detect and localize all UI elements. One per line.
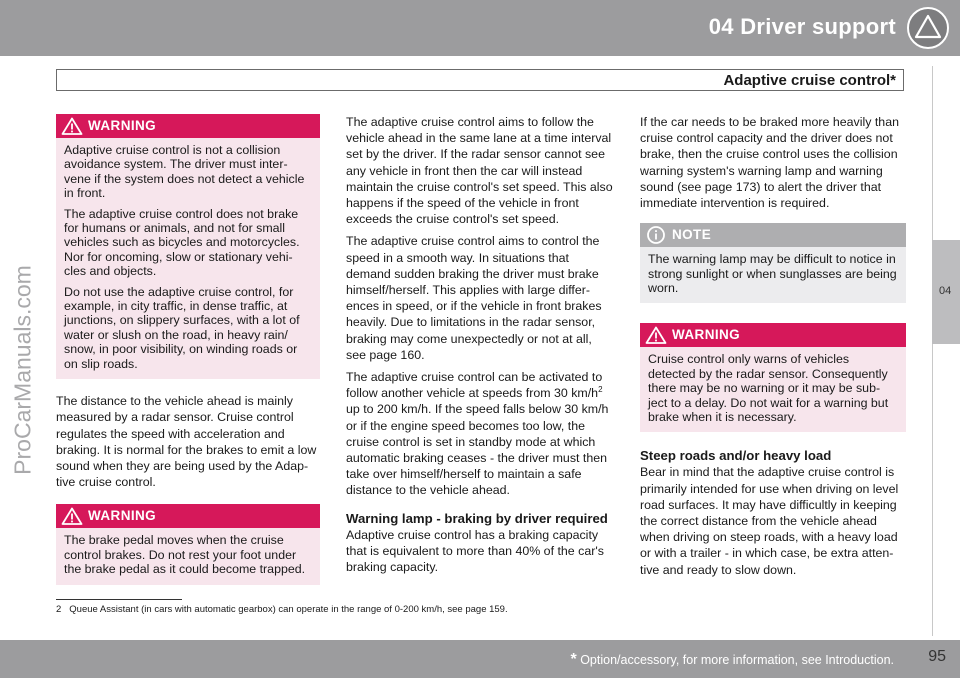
warning-box-body: [56, 528, 320, 584]
footnote-number: 2: [56, 604, 62, 615]
body-paragraph: The adaptive cruise control aims to control the speed in a smooth way. In situations that demand sudden braking the driver must brake himself/herself. This applies with large differ-ences in speed, or if the vehicle in front brakes heavily. Due to limitations in the radar sensor, braking may come unexpectedly or not at all, see page 160.: [346, 234, 602, 362]
warning-paragraph: Do not use the adaptive cruise control, for example, in city traffic, in dense traffic, at junctions, on slippery surfaces, with a lot of water or slush on the road, in heavy rain/ snow, in poor visibility, on winding roads or on slip roads.: [64, 284, 300, 371]
warning-box-body: [640, 347, 906, 432]
body-paragraph: Adaptive cruise control has a braking capacity that is equivalent to more than 40% of the car's braking capacity.: [346, 527, 604, 575]
note-box-header: [640, 223, 906, 247]
section-heading: Warning lamp - braking by driver required: [346, 510, 608, 526]
warning-triangle-icon: [61, 507, 83, 525]
footnote-ref: 2: [598, 385, 603, 395]
footnote-rule: [56, 599, 182, 600]
info-icon: [645, 226, 667, 244]
margin-rule: [932, 66, 933, 636]
body-paragraph: Bear in mind that the adaptive cruise control is primarily intended for use when driving on level road surfaces. It may have difficultly in keeping the correct distance from the vehicle ahead when driving on steep roads, with a heavy load or with a trailer - in which case, be extra atten-tive and ready to slow down.: [640, 465, 899, 577]
footer-star: *: [570, 651, 577, 668]
page-number: 95: [928, 648, 946, 665]
body-paragraph: If the car needs to be braked more heavily than cruise control capacity and the driver does not brake, then the cruise control uses the collision warning system's warning lamp and warning sound (see page 173) to alert the driver that immediate intervention is required.: [640, 115, 899, 211]
section-header-rule: [56, 69, 904, 70]
warning-label: WARNING: [88, 118, 157, 133]
body-paragraph: [346, 369, 614, 499]
note-label: NOTE: [672, 227, 712, 243]
column-2: [346, 114, 614, 581]
body-paragraph: The adaptive cruise control aims to follow the vehicle ahead in the same lane at a time interval set by the driver. If the radar sensor cannot see any vehicle in front then the car will instead maintain the cruise control's set speed. This also happens if the speed of the vehicle in front exceeds the cruise control's set speed.: [346, 115, 613, 227]
warning-paragraph: Adaptive cruise control is not a collision avoidance system. The driver must inter-vene if the system does not detect a vehicle in front.: [64, 143, 305, 201]
warning-triangle-icon: [645, 326, 667, 344]
column-1: [56, 114, 320, 595]
warning-paragraph: The brake pedal moves when the cruise control brakes. Do not rest your foot under the brake pedal as it could become trapped.: [64, 533, 306, 577]
body-text: The adaptive cruise control can be activated to follow another vehicle at speeds from 30 km/h: [346, 370, 603, 401]
watermark-text: ProCarManuals.com: [9, 265, 36, 475]
warning-paragraph: Cruise control only warns of vehicles detected by the radar sensor. Consequently there may be no warning or it may be sub-ject to a delay. Do not wait for a warning but brake when it is necessary.: [648, 352, 889, 425]
warning-box-body: [56, 138, 320, 379]
note-paragraph: The warning lamp may be difficult to notice in strong sunlight or when sunglasses are being worn.: [648, 252, 897, 296]
warning-box-header: [56, 114, 320, 138]
footer-note: [570, 651, 894, 669]
note-box-body: [640, 247, 906, 303]
chapter-side-tab-label: 04: [939, 285, 952, 297]
footer-note-text: Option/accessory, for more information, see Introduction.: [576, 653, 894, 667]
chapter-title: 04 Driver support: [708, 14, 896, 39]
column-3: [640, 114, 906, 584]
warning-triangle-icon: [906, 6, 950, 50]
warning-box-2: [56, 504, 320, 584]
warning-triangle-icon: [61, 117, 83, 135]
section-heading: Steep roads and/or heavy load: [640, 448, 832, 464]
warning-box-header: [56, 504, 320, 528]
warning-box-header: [640, 323, 906, 347]
note-box: [640, 223, 906, 303]
body-paragraph: The distance to the vehicle ahead is mainly measured by a radar sensor. Cruise control regulates the speed with acceleration and braking. It is normal for the brakes to emit a low sound when they are being used by the Adap-tive cruise control.: [56, 394, 317, 490]
section-title: Adaptive cruise control*: [723, 72, 896, 89]
warning-label: WARNING: [672, 327, 741, 343]
footnote: [56, 604, 508, 615]
warning-box-1: [56, 114, 320, 379]
watermark: [6, 220, 40, 520]
body-text: up to 200 km/h. If the speed falls below 30 km/h or if the engine speed becomes too low, the cruise control is set in standby mode at which automatic braking ceases - the driver must then take over himself/herself to maintain a safe distance to the vehicle ahead.: [346, 402, 609, 498]
warning-label: WARNING: [88, 508, 157, 524]
warning-box-3: [640, 323, 906, 432]
footnote-text: Queue Assistant (in cars with automatic gearbox) can operate in the range of 0-200 km/h, see page 159.: [69, 604, 508, 615]
warning-paragraph: The adaptive cruise control does not brake for humans or animals, and not for small vehicles such as bicycles and motorcycles. Nor for oncoming, slow or stationary vehi-cles and objects.: [64, 206, 300, 279]
